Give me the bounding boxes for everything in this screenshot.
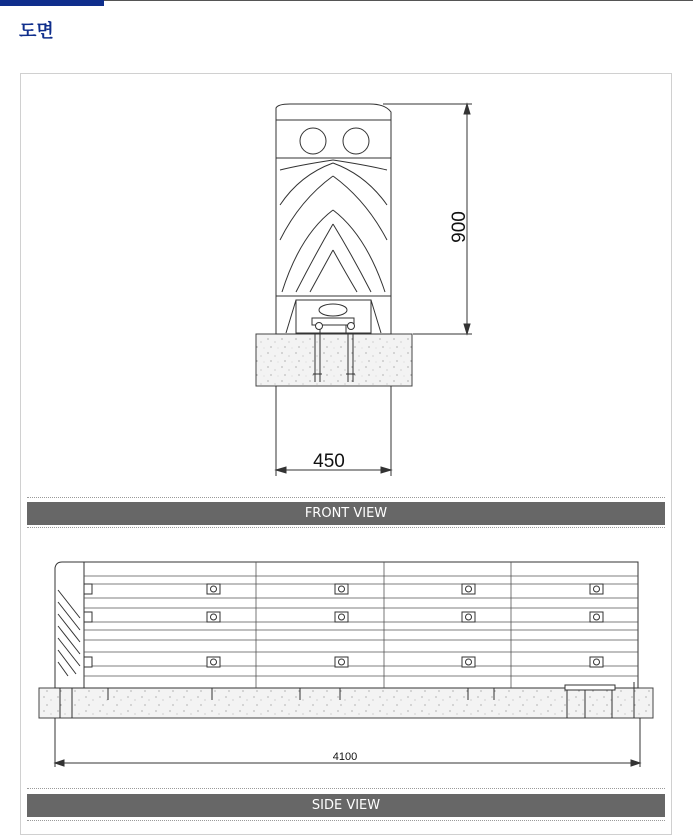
length-dimension-label: 4100 xyxy=(332,751,358,763)
side-concrete-base xyxy=(39,688,653,718)
front-concrete-base xyxy=(256,334,412,386)
front-right-lamp xyxy=(343,128,369,154)
section-title: 도면 xyxy=(19,21,54,42)
side-caption-rule-top xyxy=(27,788,665,789)
front-caption-rule-bottom xyxy=(27,527,665,528)
height-dimension-label: 900 xyxy=(449,211,470,243)
front-view-caption: FRONT VIEW xyxy=(27,502,665,525)
width-dimension-label: 450 xyxy=(313,451,345,472)
side-view-caption: SIDE VIEW xyxy=(27,794,665,817)
side-nose-section xyxy=(55,562,84,688)
front-left-lamp xyxy=(300,128,326,154)
front-top-cap xyxy=(276,104,391,120)
side-caption-rule-bottom xyxy=(27,820,665,821)
front-caption-rule-top xyxy=(27,497,665,498)
front-chevron-panel xyxy=(276,158,391,296)
side-main-body xyxy=(84,562,638,688)
side-view-drawing xyxy=(0,540,693,785)
